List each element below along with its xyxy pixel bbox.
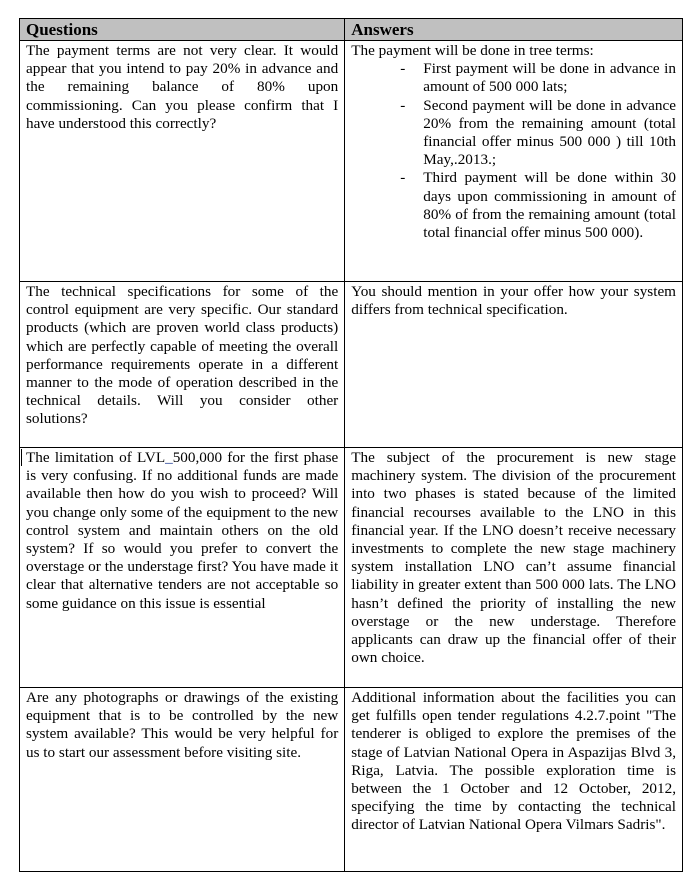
list-item-text: First payment will be done in advance in amount of 500 000 lats; (423, 60, 676, 96)
answer-cell: You should mention in your offer how your system differs from technical specification. (345, 282, 683, 448)
table-row (20, 688, 683, 872)
answer-intro: The payment will be done in tree terms: (351, 42, 594, 59)
questions-answers-table (19, 18, 683, 872)
payment-terms-list (351, 60, 676, 242)
answer-cell (345, 41, 683, 282)
list-item (351, 97, 676, 170)
list-item (351, 169, 676, 242)
question-cell: The payment terms are not very clear. It would appear that you intend to pay 20% in advance and the remaining balance of 80% upon commissioning. Can you please confirm that I have understood this correctly? (20, 41, 345, 282)
answers-header: Answers (345, 19, 683, 41)
table-header-row (20, 19, 683, 41)
list-item (351, 60, 676, 96)
table-row (20, 282, 683, 448)
question-cell: The technical specifications for some of the control equipment are very specific. Our standard products (which are proven world class products) which are perfectly capable of meeting the overall performance requirements operate in a different manner to the mode of operation described in the technical details. Will you consider other solutions? (20, 282, 345, 448)
dash-bullet: - (400, 96, 406, 114)
text-cursor-mark: _ (165, 449, 173, 466)
list-item-text: Third payment will be done within 30 days upon commissioning in amount of 80% of from the remaining amount (total total financial offer minus 500 000). (423, 169, 676, 242)
question-cell: Are any photographs or drawings of the existing equipment that is to be controlled by the new system available? This would be very helpful for us to start our assessment before visiting site. (20, 688, 345, 872)
question-prefix: The limitation of LVL (21, 449, 165, 466)
list-item-text: Second payment will be done in advance 20% from the remaining amount (total financial offer minus 500 000 ) till 10th May,.2013.; (423, 96, 676, 169)
answer-cell: Additional information about the facilities you can get fulfills open tender regulations 4.2.7.point "The tenderer is obliged to explore the premises of the stage of Latvian National Opera in Aspazijas Blvd 3, Riga, Latvia. The possible exploration time is between the 1 October and 12 October, 2012, specifying the time by contacting the technical director of Latvian National Opera Vilmars Sadris". (345, 688, 683, 872)
question-text: 500,000 for the first phase is very confusing. If no additional funds are made available then how do you wish to proceed? Will you change only some of the equipment to the new control system and maintain others on the old system? If so would you prefer to convert the overstage or the understage first? You have made it clear that alternative tenders are not acceptable so some guidance on this issue is essential (26, 449, 339, 612)
dash-bullet: - (400, 60, 406, 78)
table-row (20, 448, 683, 688)
questions-header: Questions (20, 19, 345, 41)
dash-bullet: - (400, 169, 406, 187)
answer-cell: The subject of the procurement is new stage machinery system. The division of the procurement into two phases is stated because of the limited financial recourses available to the LNO in this financial year. If the LNO doesn’t receive necessary investments to complete the new stage machinery system installation LNO can’t assume financial liability in greater extent than 500 000 lats. The LNO hasn’t defined the priority of installing the new overstage or the new understage. Therefore applicants can draw up the financial offer of their own choice. (345, 448, 683, 688)
question-cell (20, 448, 345, 688)
table-row (20, 41, 683, 282)
